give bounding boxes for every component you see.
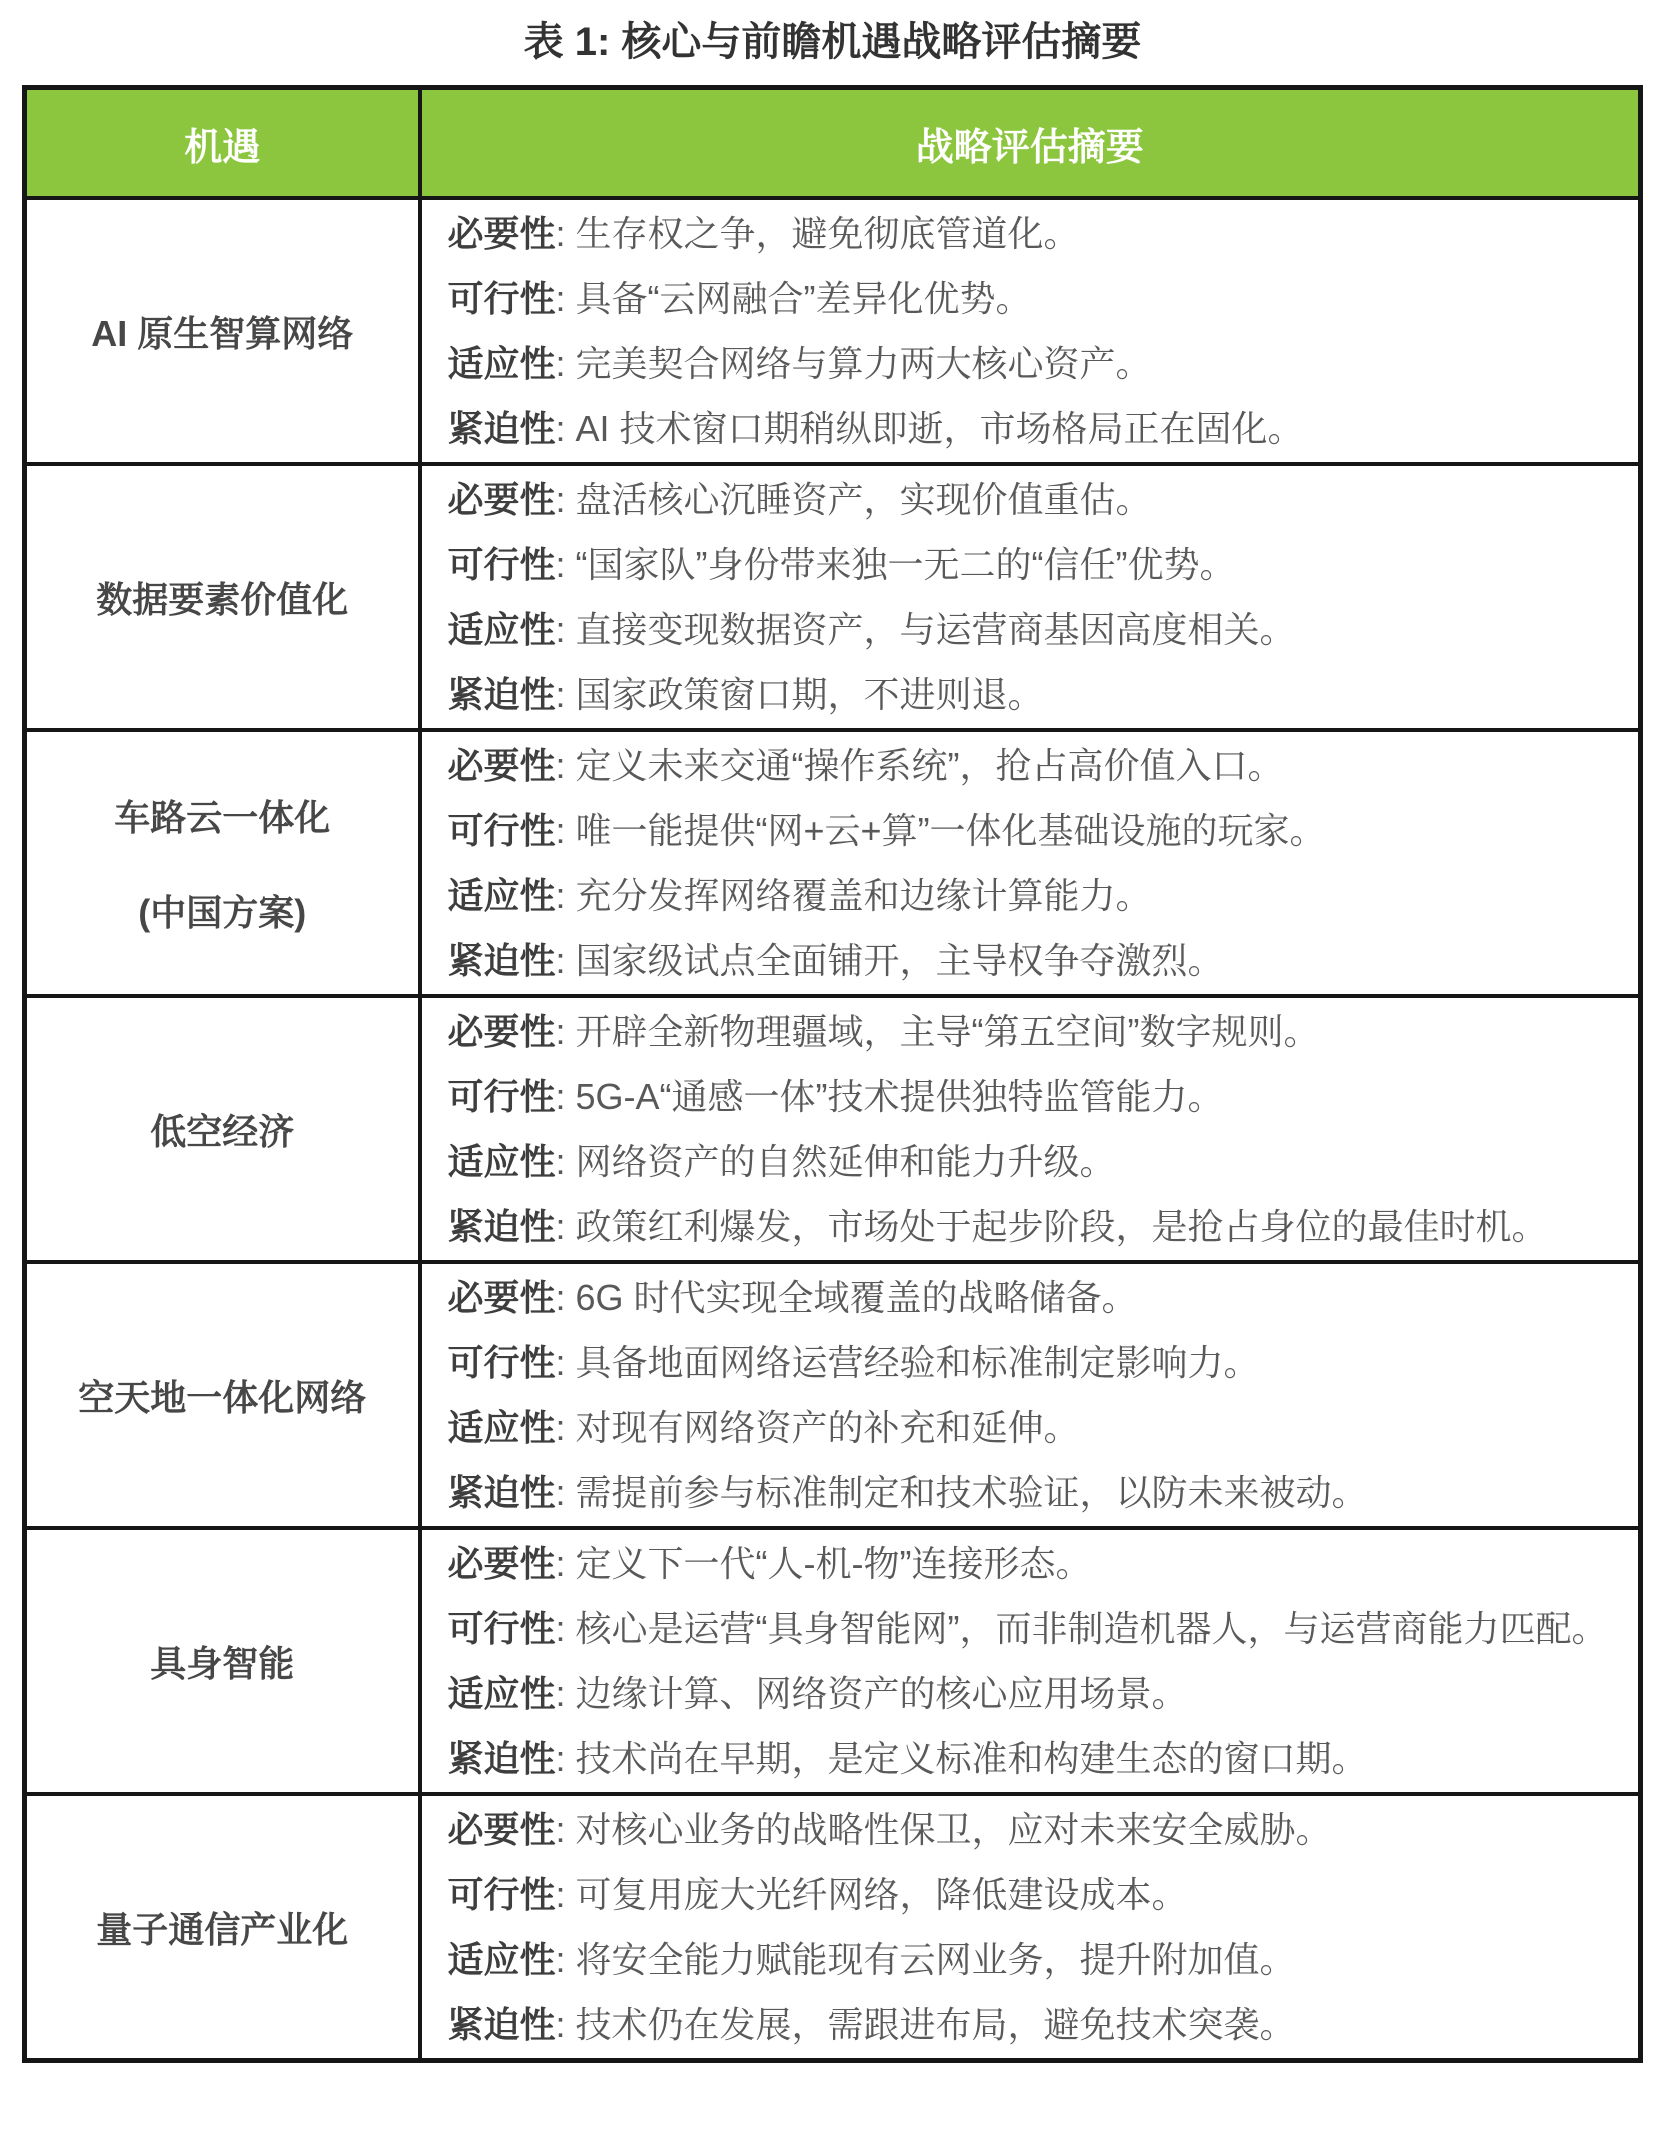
criterion-text: 将安全能力赋能现有云网业务，提升附加值。	[575, 1939, 1296, 1980]
assessment-line	[448, 201, 1615, 266]
criterion-text: “国家队”身份带来独一无二的“信任”优势。	[575, 544, 1236, 585]
assessment-line	[448, 597, 1615, 662]
table-row	[25, 1262, 1641, 1528]
criterion-separator: :	[555, 1407, 576, 1448]
criterion-text: 定义下一代“人-机-物”连接形态。	[575, 1543, 1092, 1584]
opportunity-label: (中国方案)	[138, 892, 307, 933]
criterion-text: 需提前参与标准制定和技术验证，以防未来被动。	[575, 1472, 1368, 1513]
criterion-text: 完美契合网络与算力两大核心资产。	[575, 343, 1152, 384]
table-row	[25, 1794, 1641, 2061]
opportunity-cell	[25, 1528, 420, 1794]
assessment-line	[448, 1129, 1615, 1194]
criterion-label: 必要性	[447, 479, 556, 520]
table-row	[25, 1528, 1641, 1794]
assessment-line	[448, 331, 1615, 396]
assessment-line	[448, 999, 1615, 1064]
opportunity-cell	[25, 996, 420, 1262]
assessment-cell	[420, 464, 1641, 730]
table-body	[25, 198, 1641, 2061]
assessment-line	[448, 1927, 1615, 1992]
assessment-line	[448, 1460, 1615, 1525]
criterion-text: 充分发挥网络覆盖和边缘计算能力。	[575, 875, 1152, 916]
criterion-separator: :	[555, 1277, 576, 1318]
criterion-separator: :	[555, 213, 576, 254]
criterion-text: 开辟全新物理疆域，主导“第五空间”数字规则。	[575, 1011, 1320, 1052]
opportunity-label: 空天地一体化网络	[78, 1376, 367, 1418]
criterion-label: 紧迫性	[447, 940, 556, 981]
assessment-cell	[420, 1794, 1641, 2061]
criterion-label: 适应性	[447, 1141, 556, 1182]
assessment-cell	[420, 996, 1641, 1262]
assessment-table	[22, 85, 1643, 2063]
header-row	[25, 88, 1641, 199]
assessment-line	[448, 532, 1615, 597]
criterion-text: 国家政策窗口期，不进则退。	[575, 674, 1044, 715]
table-header	[25, 88, 1641, 199]
criterion-label: 必要性	[447, 1543, 556, 1584]
criterion-text: 对现有网络资产的补充和延伸。	[575, 1407, 1080, 1448]
criterion-label: 适应性	[447, 1407, 556, 1448]
criterion-separator: :	[555, 544, 576, 585]
criterion-label: 适应性	[447, 609, 556, 650]
criterion-label: 适应性	[447, 343, 556, 384]
criterion-separator: :	[555, 674, 576, 715]
criterion-label: 必要性	[447, 1277, 556, 1318]
assessment-line	[448, 1992, 1615, 2057]
criterion-text: 直接变现数据资产，与运营商基因高度相关。	[575, 609, 1296, 650]
criterion-text: 唯一能提供“网+云+算”一体化基础设施的玩家。	[575, 810, 1326, 851]
criterion-label: 必要性	[447, 1809, 556, 1850]
criterion-text: 技术仍在发展，需跟进布局，避免技术突袭。	[575, 2004, 1296, 2045]
criterion-text: 国家级试点全面铺开，主导权争夺激烈。	[575, 940, 1224, 981]
criterion-label: 可行性	[447, 810, 556, 851]
criterion-label: 必要性	[447, 745, 556, 786]
assessment-line	[448, 266, 1615, 331]
criterion-text: 定义未来交通“操作系统”，抢占高价值入口。	[575, 745, 1284, 786]
criterion-label: 可行性	[447, 544, 556, 585]
opportunity-cell	[25, 730, 420, 996]
criterion-separator: :	[555, 1141, 576, 1182]
criterion-label: 必要性	[447, 1011, 556, 1052]
criterion-separator: :	[555, 875, 576, 916]
criterion-text: 对核心业务的战略性保卫，应对未来安全威胁。	[575, 1809, 1332, 1850]
criterion-text: 核心是运营“具身智能网”，而非制造机器人，与运营商能力匹配。	[575, 1608, 1608, 1649]
criterion-separator: :	[555, 1608, 576, 1649]
assessment-cell	[420, 730, 1641, 996]
criterion-separator: :	[555, 278, 576, 319]
criterion-label: 可行性	[447, 278, 556, 319]
criterion-separator: :	[555, 1673, 576, 1714]
opportunity-label: 数据要素价值化	[96, 578, 349, 620]
criterion-separator: :	[555, 479, 576, 520]
criterion-separator: :	[555, 1206, 576, 1247]
assessment-line	[448, 467, 1615, 532]
criterion-label: 适应性	[447, 1673, 556, 1714]
criterion-text: 技术尚在早期，是定义标准和构建生态的窗口期。	[575, 1738, 1368, 1779]
assessment-line	[448, 1194, 1615, 1259]
criterion-text: 生存权之争，避免彻底管道化。	[575, 213, 1080, 254]
assessment-line	[448, 1531, 1615, 1596]
criterion-text: 网络资产的自然延伸和能力升级。	[575, 1141, 1116, 1182]
criterion-separator: :	[555, 1472, 576, 1513]
criterion-text: 5G-A“通感一体”技术提供独特监管能力。	[575, 1076, 1224, 1117]
criterion-text: 6G 时代实现全域覆盖的战略储备。	[575, 1277, 1138, 1318]
assessment-line	[448, 798, 1615, 863]
criterion-text: 可复用庞大光纤网络，降低建设成本。	[575, 1874, 1188, 1915]
opportunity-cell	[25, 198, 420, 464]
assessment-cell	[420, 198, 1641, 464]
criterion-separator: :	[555, 343, 576, 384]
opportunity-label: 低空经济	[150, 1110, 295, 1152]
criterion-label: 可行性	[447, 1076, 556, 1117]
criterion-separator: :	[555, 810, 576, 851]
criterion-separator: :	[555, 408, 576, 449]
criterion-label: 可行性	[447, 1342, 556, 1383]
table-row	[25, 996, 1641, 1262]
criterion-separator: :	[555, 940, 576, 981]
criterion-text: 具备地面网络运营经验和标准制定影响力。	[575, 1342, 1260, 1383]
criterion-separator: :	[555, 1011, 576, 1052]
criterion-separator: :	[555, 1939, 576, 1980]
criterion-separator: :	[555, 1543, 576, 1584]
assessment-line	[448, 1797, 1615, 1862]
assessment-line	[448, 662, 1615, 727]
opportunity-label: 车路云一体化	[114, 797, 331, 838]
criterion-label: 适应性	[447, 875, 556, 916]
header-cell-assessment: 战略评估摘要	[420, 88, 1641, 199]
table-row	[25, 464, 1641, 730]
criterion-label: 适应性	[447, 1939, 556, 1980]
assessment-line	[448, 928, 1615, 993]
criterion-label: 必要性	[447, 213, 556, 254]
assessment-line	[448, 396, 1615, 461]
criterion-separator: :	[555, 1738, 576, 1779]
criterion-label: 紧迫性	[447, 674, 556, 715]
assessment-line	[448, 733, 1615, 798]
criterion-text: 盘活核心沉睡资产，实现价值重估。	[575, 479, 1152, 520]
assessment-line	[448, 1661, 1615, 1726]
opportunity-cell	[25, 1262, 420, 1528]
opportunity-cell	[25, 1794, 420, 2061]
criterion-label: 紧迫性	[447, 1206, 556, 1247]
table-row	[25, 198, 1641, 464]
criterion-label: 紧迫性	[447, 1472, 556, 1513]
header-cell-opportunity: 机遇	[25, 88, 420, 199]
opportunity-label: 量子通信产业化	[96, 1908, 349, 1950]
assessment-line	[448, 1596, 1615, 1661]
assessment-line	[448, 863, 1615, 928]
criterion-separator: :	[555, 609, 576, 650]
criterion-separator: :	[555, 2004, 576, 2045]
criterion-label: 可行性	[447, 1874, 556, 1915]
criterion-label: 紧迫性	[447, 2004, 556, 2045]
assessment-line	[448, 1064, 1615, 1129]
criterion-text: 边缘计算、网络资产的核心应用场景。	[575, 1673, 1188, 1714]
criterion-text: 具备“云网融合”差异化优势。	[575, 278, 1032, 319]
criterion-label: 紧迫性	[447, 1738, 556, 1779]
assessment-cell	[420, 1528, 1641, 1794]
criterion-label: 紧迫性	[447, 408, 556, 449]
opportunity-cell	[25, 464, 420, 730]
assessment-cell	[420, 1262, 1641, 1528]
criterion-separator: :	[555, 1342, 576, 1383]
criterion-text: 政策红利爆发，市场处于起步阶段，是抢占身位的最佳时机。	[575, 1206, 1548, 1247]
criterion-text: AI 技术窗口期稍纵即逝，市场格局正在固化。	[575, 408, 1304, 449]
table-row	[25, 730, 1641, 996]
opportunity-label: AI 原生智算网络	[91, 312, 354, 354]
assessment-line	[448, 1726, 1615, 1791]
opportunity-label: 具身智能	[150, 1642, 295, 1684]
criterion-label: 可行性	[447, 1608, 556, 1649]
criterion-separator: :	[555, 1809, 576, 1850]
page-title: 表 1: 核心与前瞻机遇战略评估摘要	[523, 20, 1142, 64]
assessment-line	[448, 1395, 1615, 1460]
criterion-separator: :	[555, 1076, 576, 1117]
assessment-line	[448, 1862, 1615, 1927]
criterion-separator: :	[555, 1874, 576, 1915]
criterion-separator: :	[555, 745, 576, 786]
assessment-line	[448, 1265, 1615, 1330]
assessment-line	[448, 1330, 1615, 1395]
